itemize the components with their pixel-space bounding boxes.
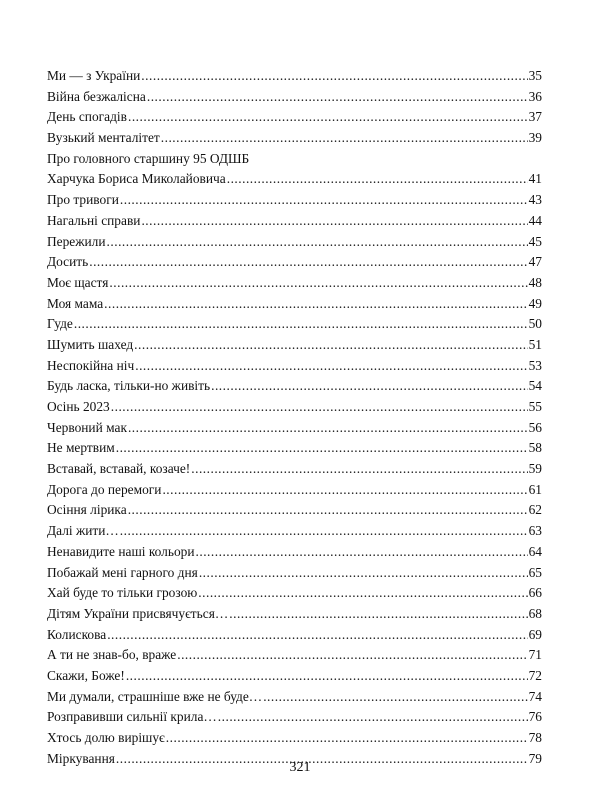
toc-entry-title: Шумить шахед: [47, 336, 134, 352]
toc-entry-title: А ти не знав-бо, враже: [47, 647, 177, 663]
toc-entry-page: 69: [528, 626, 542, 642]
toc-dot-leader: [263, 687, 527, 708]
toc-entry-title: Дітям України присвячується…: [47, 605, 229, 621]
toc-entry: [47, 625, 542, 646]
toc-entry-page: 45: [528, 233, 542, 249]
toc-entry-title: Нагальні справи: [47, 212, 141, 228]
toc-entry: [47, 397, 542, 418]
toc-entry-title: Пережили: [47, 233, 106, 249]
toc-entry: [47, 687, 542, 708]
toc-entry-page: 74: [528, 688, 542, 704]
toc-entry-title: Ми — з України: [47, 68, 141, 83]
toc-entry-title: Війна безжалісна: [47, 88, 146, 104]
toc-dot-leader: [120, 521, 528, 542]
toc-entry-title: Осіння лірика: [47, 502, 127, 518]
toc-dot-leader: [166, 728, 528, 749]
toc-dot-leader: [128, 418, 528, 439]
toc-entry-title: Хтось долю вирішує: [47, 730, 165, 745]
toc-entry-page: 76: [528, 709, 542, 725]
toc-entry-title: Будь ласка, тільки-но живіть: [47, 378, 211, 394]
toc-dot-leader: [198, 583, 527, 604]
toc-entry-page: 71: [528, 647, 542, 663]
toc-entry: [47, 335, 542, 356]
toc-dot-leader: [177, 645, 527, 666]
toc-entry-title: Досить: [47, 254, 89, 270]
toc-entry: [47, 542, 542, 563]
toc-dot-leader: [147, 87, 528, 108]
toc-entry: [47, 190, 542, 211]
toc-entry: [47, 314, 542, 335]
toc-entry-page: 51: [528, 336, 542, 352]
toc-entry: [47, 87, 542, 108]
toc-entry-page: 66: [528, 585, 542, 601]
toc-entry-page: 64: [528, 543, 542, 559]
toc-entry: [47, 128, 542, 149]
toc-entry-title: Хай буде то тільки грозою: [47, 585, 198, 601]
toc-entry-page: 43: [528, 192, 542, 208]
toc-entry-page: 41: [528, 171, 542, 187]
toc-entry: [47, 66, 542, 87]
toc-entry: [47, 459, 542, 480]
toc-dot-leader: [128, 500, 528, 521]
toc-entry-page: 79: [528, 750, 542, 766]
toc-dot-leader: [128, 107, 528, 128]
toc-entry: [47, 500, 542, 521]
toc-entry-page: 56: [528, 419, 542, 435]
toc-entry-title: Неспокійна ніч: [47, 357, 135, 373]
toc-entry-title: Побажай мені гарного дня: [47, 564, 198, 580]
toc-entry-title: Осінь 2023: [47, 399, 110, 414]
toc-entry-title: Моя мама: [47, 295, 104, 311]
toc-dot-leader: [104, 294, 527, 315]
toc-entry: [47, 438, 542, 459]
toc-entry-title: Про головного старшину 95 ОДШБ: [47, 150, 250, 166]
toc-entry-title: Червоний мак: [47, 419, 127, 435]
toc-entry-title: День спогадів: [47, 109, 127, 125]
toc-entry: [47, 707, 542, 728]
toc-dot-leader: [134, 335, 527, 356]
toc-entry: [47, 169, 542, 190]
toc-entry: [47, 273, 542, 294]
toc-entry-title: Міркування: [47, 750, 115, 766]
toc-dot-leader: [107, 232, 528, 253]
toc-entry-page: 58: [528, 440, 542, 456]
toc-dot-leader: [199, 563, 528, 584]
toc-entry-page: 44: [528, 212, 542, 228]
toc-entry-page: 62: [528, 502, 542, 518]
toc-entry-page: 59: [528, 461, 542, 477]
toc-entry-page: 37: [528, 109, 542, 125]
toc-dot-leader: [126, 666, 528, 687]
toc-entry-title: Не мертвим: [47, 440, 115, 456]
toc-dot-leader: [211, 376, 528, 397]
toc-entry-page: 54: [528, 378, 542, 394]
table-of-contents: [47, 66, 542, 769]
toc-entry: [47, 604, 542, 625]
toc-entry-title: Про тривоги: [47, 192, 119, 208]
toc-entry-title: Колискова: [47, 626, 107, 642]
toc-entry-page: 48: [528, 274, 542, 290]
toc-dot-leader: [227, 169, 528, 190]
toc-dot-leader: [218, 707, 528, 728]
toc-entry-title: Дорога до перемоги: [47, 481, 162, 497]
toc-dot-leader: [135, 356, 527, 377]
toc-entry-title: Розправивши сильнії крила…: [47, 709, 217, 725]
toc-entry: [47, 211, 542, 232]
toc-entry: [47, 521, 542, 542]
toc-entry-page: 39: [528, 130, 542, 146]
toc-entry-title: Моє щастя: [47, 274, 109, 290]
toc-entry-page: 55: [528, 399, 542, 414]
toc-entry-page: 50: [528, 316, 542, 332]
toc-entry-page: 78: [528, 730, 542, 745]
toc-dot-leader: [141, 211, 527, 232]
toc-entry: [47, 107, 542, 128]
toc-dot-leader: [161, 128, 528, 149]
toc-entry-page: 65: [528, 564, 542, 580]
toc-entry-page: 47: [528, 254, 542, 270]
toc-entry: [47, 252, 542, 273]
toc-entry: [47, 294, 542, 315]
toc-dot-leader: [107, 625, 527, 646]
toc-entry-page: 35: [528, 68, 542, 83]
toc-dot-leader: [141, 66, 527, 87]
toc-entry: [47, 149, 542, 170]
toc-entry: [47, 232, 542, 253]
toc-entry-title: Ненавидите наші кольори: [47, 543, 195, 559]
toc-entry-page: 68: [528, 605, 542, 621]
toc-entry: [47, 376, 542, 397]
toc-entry-title: Ми думали, страшніше вже не буде…: [47, 688, 263, 704]
toc-entry-page: 63: [528, 523, 542, 539]
toc-entry: [47, 728, 542, 749]
toc-entry-page: 53: [528, 357, 542, 373]
toc-dot-leader: [111, 397, 528, 418]
toc-entry-page: 72: [528, 667, 542, 683]
toc-dot-leader: [191, 459, 527, 480]
toc-entry: [47, 418, 542, 439]
toc-entry-page: 36: [528, 88, 542, 104]
toc-dot-leader: [229, 604, 527, 625]
toc-entry-title: Вузький менталітет: [47, 130, 160, 146]
toc-dot-leader: [89, 252, 527, 273]
toc-dot-leader: [109, 273, 527, 294]
toc-entry-title: Скажи, Боже!: [47, 667, 125, 683]
toc-entry: [47, 666, 542, 687]
toc-dot-leader: [120, 190, 528, 211]
toc-entry: [47, 563, 542, 584]
toc-dot-leader: [162, 480, 527, 501]
toc-entry: [47, 356, 542, 377]
toc-entry-page: 49: [528, 295, 542, 311]
toc-entry-page: 61: [528, 481, 542, 497]
toc-entry: [47, 480, 542, 501]
toc-entry-title: Вставай, вставай, козаче!: [47, 461, 191, 477]
page-number: 321: [289, 760, 311, 775]
toc-entry: [47, 645, 542, 666]
toc-entry-title: Харчука Бориса Миколайовича: [47, 171, 226, 187]
toc-entry: [47, 583, 542, 604]
toc-entry-title: Гуде: [47, 316, 73, 332]
toc-dot-leader: [196, 542, 528, 563]
toc-dot-leader: [74, 314, 528, 335]
toc-entry-title: Далі жити…: [47, 523, 119, 539]
toc-dot-leader: [116, 438, 528, 459]
